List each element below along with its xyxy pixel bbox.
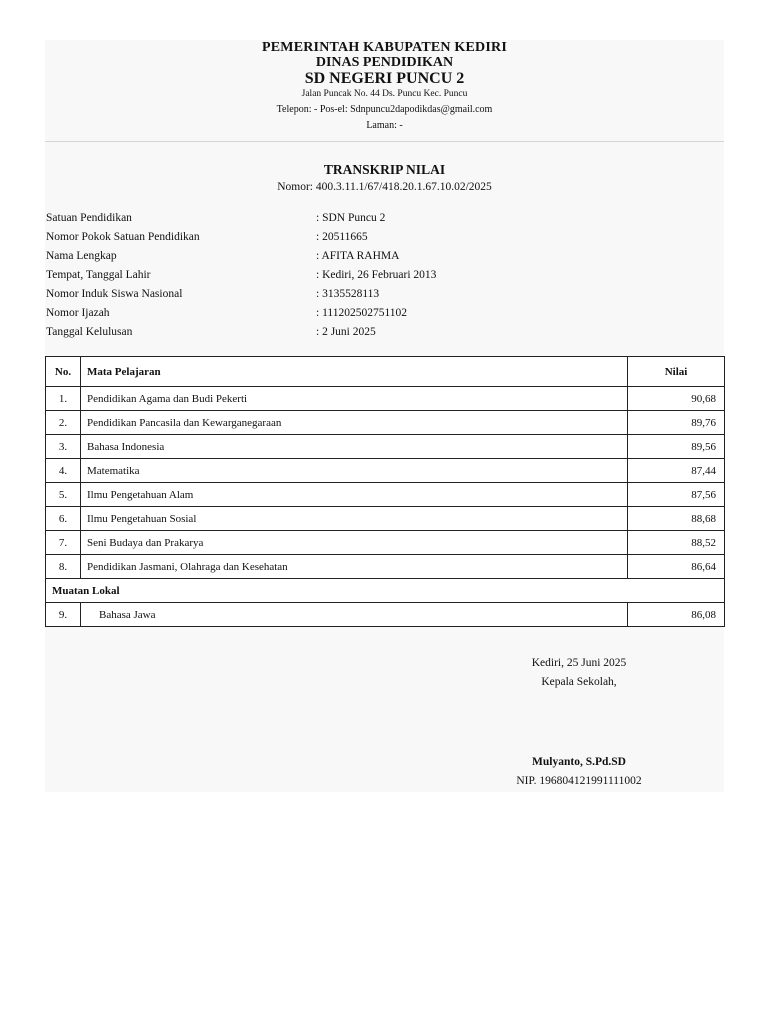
signature-role: Kepala Sekolah, [541, 676, 617, 688]
info-value: : 20511665 [316, 231, 368, 243]
subject-name: Bahasa Indonesia [81, 435, 628, 459]
subject-score: 86,08 [628, 603, 725, 627]
subject-name: Pendidikan Pancasila dan Kewarganegaraan [81, 411, 628, 435]
info-label: Nomor Ijazah [46, 307, 110, 319]
subject-name: Matematika [81, 459, 628, 483]
letterhead [45, 40, 724, 140]
table-row [46, 507, 725, 531]
table-row [46, 531, 725, 555]
subject-score: 87,56 [628, 483, 725, 507]
row-number: 3. [46, 435, 81, 459]
school-website: Laman: - [366, 120, 403, 131]
row-number: 6. [46, 507, 81, 531]
letterhead-divider [45, 141, 724, 142]
grades-table [45, 356, 725, 627]
signature-place-date: Kediri, 25 Juni 2025 [531, 657, 627, 669]
row-number: 7. [46, 531, 81, 555]
table-header-row [46, 357, 725, 387]
column-header-subject: Mata Pelajaran [81, 357, 628, 387]
table-row [46, 483, 725, 507]
info-label: Satuan Pendidikan [46, 212, 132, 224]
subject-name: Pendidikan Jasmani, Olahraga dan Kesehatan [81, 555, 628, 579]
info-label: Nomor Pokok Satuan Pendidikan [46, 231, 200, 243]
table-row [46, 387, 725, 411]
signatory-nip: NIP. 196804121991111002 [496, 775, 662, 787]
row-number: 9. [46, 603, 81, 627]
column-header-no: No. [46, 357, 81, 387]
info-row [46, 288, 646, 307]
document-number: Nomor: 400.3.11.1/67/418.20.1.67.10.02/2025 [277, 181, 492, 193]
table-row [46, 459, 725, 483]
subject-score: 88,68 [628, 507, 725, 531]
subject-score: 89,56 [628, 435, 725, 459]
subject-score: 90,68 [628, 387, 725, 411]
info-value: : AFITA RAHMA [316, 250, 399, 262]
local-content-heading: Muatan Lokal [46, 579, 725, 603]
subject-score: 86,64 [628, 555, 725, 579]
info-label: Tanggal Kelulusan [46, 326, 133, 338]
school-contact: Telepon: - Pos-el: Sdnpuncu2dapodikdas@gmail.com [276, 104, 493, 115]
table-row [46, 411, 725, 435]
info-value: : Kediri, 26 Februari 2013 [316, 269, 436, 281]
info-label: Nomor Induk Siswa Nasional [46, 288, 183, 300]
row-number: 8. [46, 555, 81, 579]
info-value: : 2 Juni 2025 [316, 326, 376, 338]
info-row [46, 307, 646, 326]
info-row [46, 250, 646, 269]
subject-score: 89,76 [628, 411, 725, 435]
subject-name: Pendidikan Agama dan Budi Pekerti [81, 387, 628, 411]
info-label: Nama Lengkap [46, 250, 117, 262]
row-number: 1. [46, 387, 81, 411]
table-row [46, 555, 725, 579]
subject-score: 88,52 [628, 531, 725, 555]
table-row [46, 435, 725, 459]
info-value: : SDN Puncu 2 [316, 212, 385, 224]
row-number: 5. [46, 483, 81, 507]
info-value: : 3135528113 [316, 288, 379, 300]
school-address: Jalan Puncak No. 44 Ds. Puncu Kec. Puncu [301, 89, 468, 99]
department-name: DINAS PENDIDIKAN [315, 55, 454, 70]
info-label: Tempat, Tanggal Lahir [46, 269, 151, 281]
info-row [46, 326, 646, 345]
info-row [46, 231, 646, 250]
subject-name: Seni Budaya dan Prakarya [81, 531, 628, 555]
section-row [46, 579, 725, 603]
document-title: TRANSKRIP NILAI [323, 162, 446, 177]
subject-name: Ilmu Pengetahuan Sosial [81, 507, 628, 531]
column-header-score: Nilai [628, 357, 725, 387]
table-row [46, 603, 725, 627]
row-number: 4. [46, 459, 81, 483]
student-info [46, 212, 646, 345]
row-number: 2. [46, 411, 81, 435]
school-name: SD NEGERI PUNCU 2 [304, 70, 465, 87]
info-row [46, 212, 646, 231]
subject-name: Ilmu Pengetahuan Alam [81, 483, 628, 507]
signatory-name: Mulyanto, S.Pd.SD [532, 756, 626, 768]
subject-score: 87,44 [628, 459, 725, 483]
info-value: : 111202502751102 [316, 307, 407, 319]
government-name: PEMERINTAH KABUPATEN KEDIRI [262, 40, 507, 55]
info-row [46, 269, 646, 288]
subject-name: Bahasa Jawa [81, 603, 628, 627]
